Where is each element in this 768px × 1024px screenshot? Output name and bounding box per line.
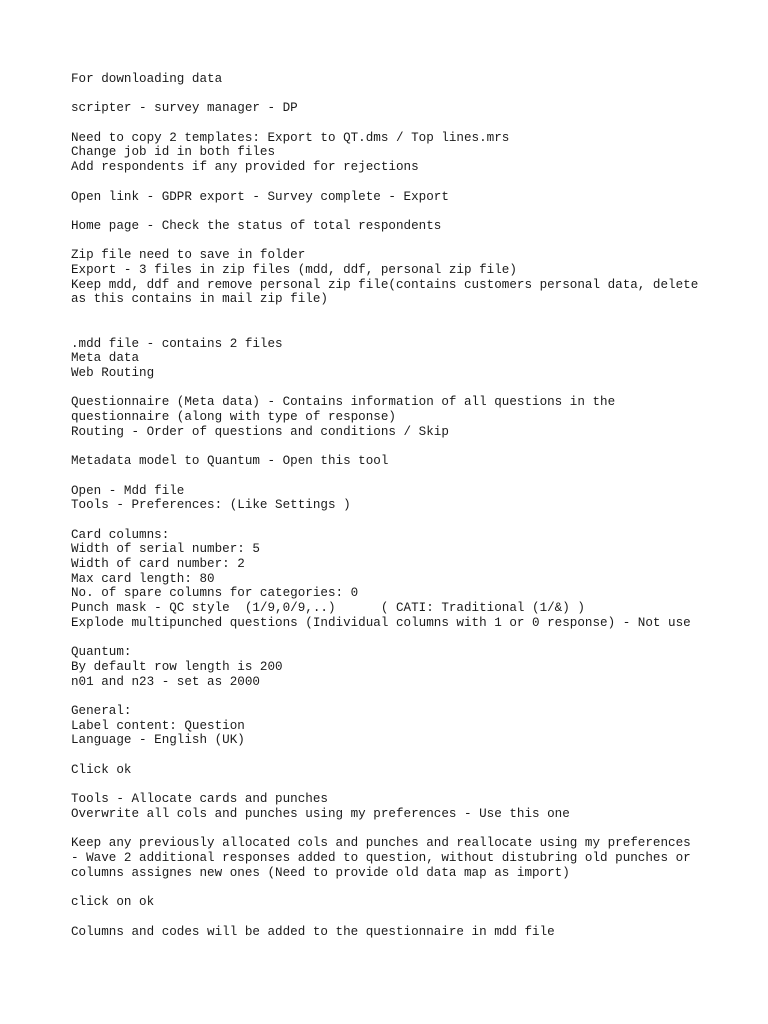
text-line: Keep any previously allocated cols and punches and reallocate using my preferences — [71, 836, 691, 851]
text-line: n01 and n23 - set as 2000 — [71, 674, 260, 689]
text-line: Metadata model to Quantum - Open this tool — [71, 454, 389, 469]
text-line: - Wave 2 additional responses added to question, without distubring old punches or — [71, 851, 691, 866]
text-line: Routing - Order of questions and conditions / Skip — [71, 424, 449, 439]
paragraph — [71, 395, 751, 439]
text-line: By default row length is 200 — [71, 659, 283, 674]
text-line: Card columns: — [71, 527, 170, 542]
text-line: Width of card number: 2 — [71, 557, 245, 572]
text-line: Language - English (UK) — [71, 733, 245, 748]
text-line: columns assignes new ones (Need to provide old data map as import) — [71, 865, 570, 880]
text-line: Max card length: 80 — [71, 571, 215, 586]
text-line: Web Routing — [71, 365, 155, 380]
paragraph — [71, 72, 751, 87]
text-line: No. of spare columns for categories: 0 — [71, 586, 359, 601]
paragraph — [71, 454, 751, 469]
text-line: Tools - Allocate cards and punches — [71, 792, 328, 807]
text-line: Quantum: — [71, 645, 132, 660]
text-line: Meta data — [71, 351, 140, 366]
text-line: Add respondents if any provided for rejections — [71, 160, 419, 175]
paragraph — [71, 219, 751, 234]
paragraph — [71, 836, 751, 880]
text-line: Explode multipunched questions (Individual columns with 1 or 0 response) - Not use — [71, 615, 691, 630]
paragraph — [71, 131, 751, 175]
paragraph — [71, 484, 751, 513]
text-line: Questionnaire (Meta data) - Contains information of all questions in the — [71, 395, 616, 410]
text-line: For downloading data — [71, 72, 223, 86]
text-line: Overwrite all cols and punches using my preferences - Use this one — [71, 806, 570, 821]
paragraph — [71, 337, 751, 381]
text-line: Open link - GDPR export - Survey complete - Export — [71, 189, 449, 204]
paragraph — [71, 645, 751, 689]
paragraph — [71, 101, 751, 116]
text-line: Columns and codes will be added to the questionnaire in mdd file — [71, 924, 555, 939]
paragraph — [71, 704, 751, 748]
paragraph — [71, 792, 751, 821]
document-body — [71, 72, 751, 954]
text-line: scripter - survey manager - DP — [71, 101, 298, 116]
text-line: Tools - Preferences: (Like Settings ) — [71, 498, 351, 513]
text-line: General: — [71, 704, 132, 719]
paragraph — [71, 763, 751, 778]
text-line: as this contains in mail zip file) — [71, 292, 328, 307]
text-line: Export - 3 files in zip files (mdd, ddf, personal zip file) — [71, 263, 517, 278]
text-line: Change job id in both files — [71, 145, 276, 160]
text-line: Punch mask - QC style (1/9,0/9,..) ( CATI: Traditional (1/&) ) — [71, 601, 585, 616]
text-line: click on ok — [71, 895, 155, 910]
text-line: .mdd file - contains 2 files — [71, 336, 283, 351]
text-line: Zip file need to save in folder — [71, 248, 306, 263]
text-line: Width of serial number: 5 — [71, 542, 260, 557]
paragraph — [71, 528, 751, 631]
text-line: Click ok — [71, 762, 132, 777]
paragraph — [71, 895, 751, 910]
text-line: Keep mdd, ddf and remove personal zip file(contains customers personal data, delete — [71, 277, 699, 292]
paragraph — [71, 248, 751, 307]
text-line: Label content: Question — [71, 718, 245, 733]
paragraph — [71, 925, 751, 940]
text-line: Need to copy 2 templates: Export to QT.dms / Top lines.mrs — [71, 130, 510, 145]
text-line: Open - Mdd file — [71, 483, 185, 498]
text-line: Home page - Check the status of total respondents — [71, 218, 442, 233]
paragraph — [71, 190, 751, 205]
text-line: questionnaire (along with type of response) — [71, 410, 396, 425]
